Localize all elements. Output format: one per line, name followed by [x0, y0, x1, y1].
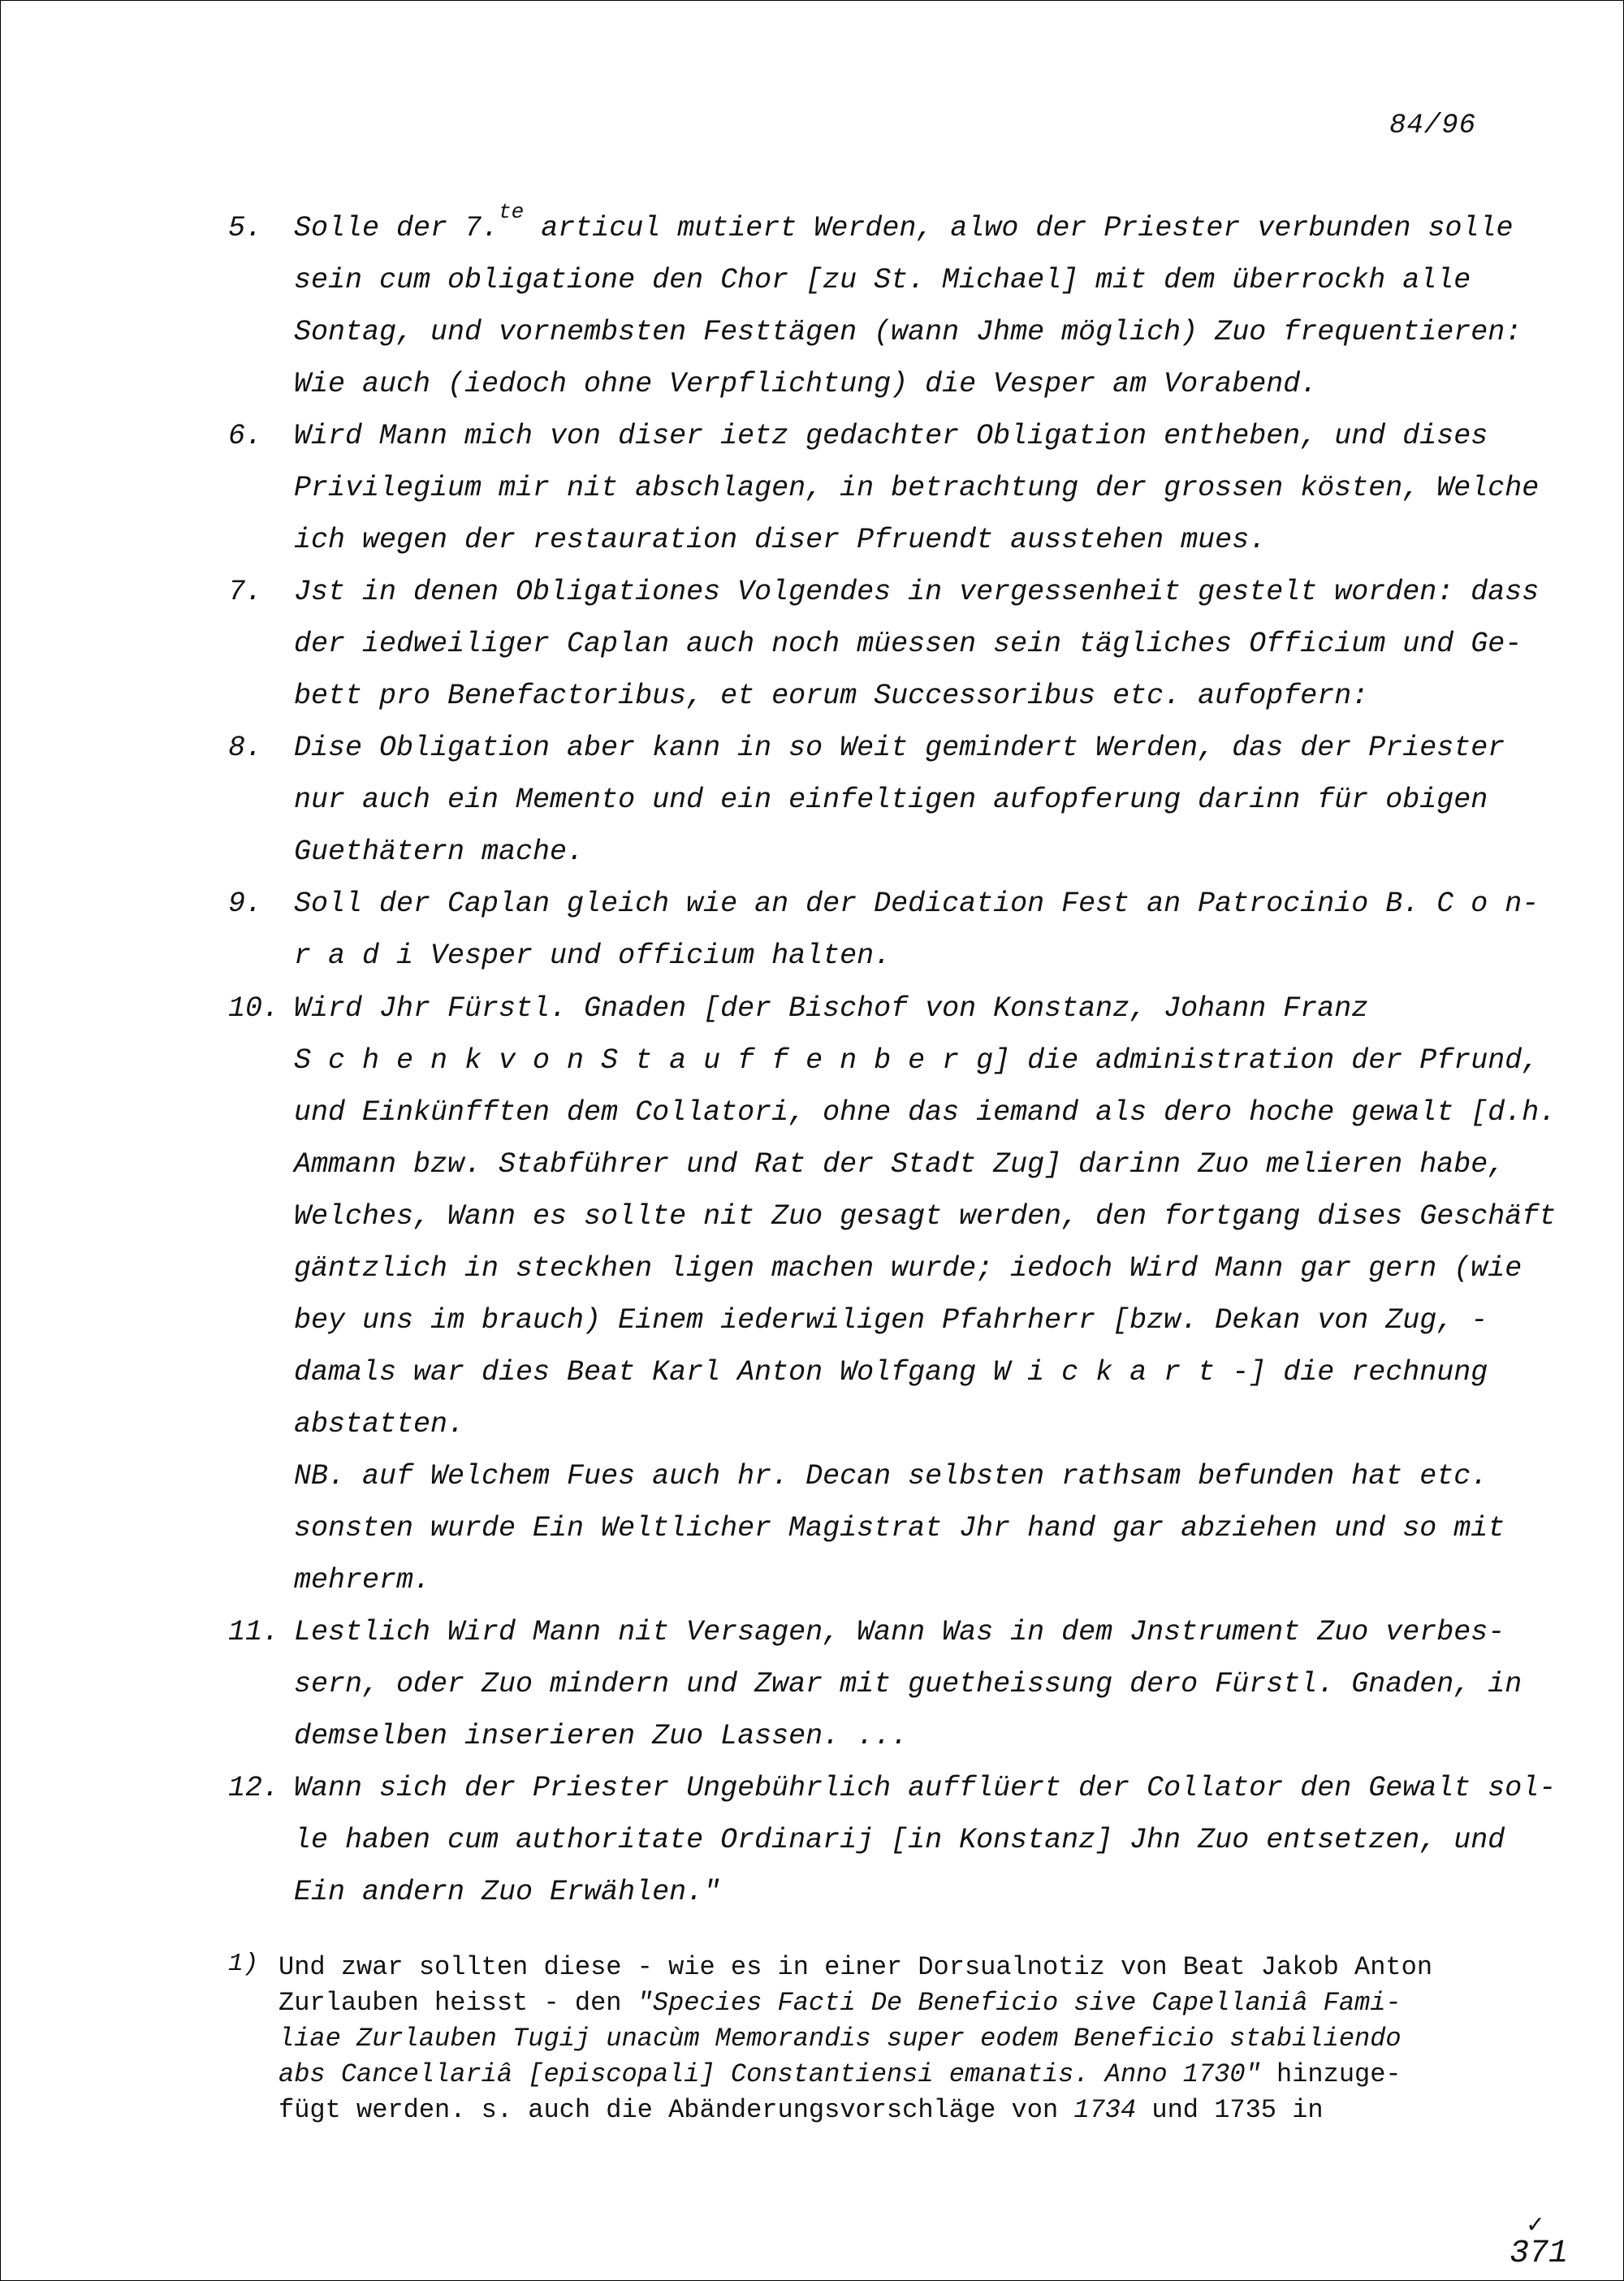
article-number: 5. — [228, 212, 263, 244]
text-line: Ein andern Zuo Erwählen." — [294, 1876, 721, 1908]
article-body — [294, 410, 1561, 566]
text-line: Solle der 7.$^{te}$ articul mutiert Werden, alwo der Priester verbunden solle — [294, 200, 1514, 244]
text-line: Ammann bzw. Stabführer und Rat der Stadt Zug] darinn Zuo melieren habe, — [294, 1148, 1505, 1181]
text-line: und Einkünfften dem Collatori, ohne das iemand als dero hoche gewalt [d.h. — [294, 1096, 1557, 1129]
text-line: nur auch ein Memento und ein einfeltigen aufopferung darinn für obigen — [294, 784, 1488, 816]
text-line: Wie auch (iedoch ohne Verpflichtung) die Vesper am Vorabend. — [294, 368, 1318, 400]
page-number: 84/96 — [1389, 110, 1477, 141]
text-line: Wird Mann mich von diser ietz gedachter Obligation entheben, und dises — [294, 420, 1488, 452]
text-line: abstatten. — [294, 1408, 465, 1441]
article-body — [294, 983, 1561, 1606]
text-line: Sontag, und vornembsten Festtägen (wann Jhme möglich) Zuo frequentieren: — [294, 316, 1522, 348]
text-line: Guethätern mache. — [294, 836, 585, 868]
article-body — [294, 202, 1561, 410]
handwritten-page-stamp: 371 — [1510, 2236, 1569, 2272]
article-body — [294, 566, 1561, 722]
text-line: der iedweiliger Caplan auch noch müessen sein tägliches Officium und Ge- — [294, 628, 1522, 660]
article-body — [294, 878, 1561, 982]
text-line: sonsten wurde Ein Weltlicher Magistrat Jhr hand gar abziehen und so mit — [294, 1512, 1505, 1544]
article-number: 11. — [228, 1616, 280, 1648]
text-line: demselben inserieren Zuo Lassen. ... — [294, 1720, 909, 1752]
text-line: Welches, Wann es sollte nit Zuo gesagt werden, den fortgang dises Geschäft — [294, 1200, 1557, 1233]
footnote-line: fügt werden. s. auch die Abänderungsvorschläge von 1734 und 1735 in — [279, 2095, 1324, 2125]
footnote-line: liae Zurlauben Tugij unacùm Memorandis super eodem Beneficio stabiliendo — [279, 2024, 1402, 2054]
text-line: Lestlich Wird Mann nit Versagen, Wann Was in dem Jnstrument Zuo verbes- — [294, 1616, 1505, 1648]
text-line: S c h e n k v o n S t a u f f e n b e r g] die administration der Pfrund, — [294, 1044, 1540, 1077]
text-line: Soll der Caplan gleich wie an der Dedication Fest an Patrocinio B. C o n- — [294, 888, 1540, 920]
text-line: mehrerm. — [294, 1564, 431, 1596]
footnote-text — [279, 1950, 1545, 2128]
text-line: Wird Jhr Fürstl. Gnaden [der Bischof von Konstanz, Johann Franz — [294, 992, 1369, 1025]
footnote-line: abs Cancellariâ [episcopali] Constantiensi emanatis. Anno 1730" hinzuge- — [279, 2059, 1402, 2089]
text-line: damals war dies Beat Karl Anton Wolfgang W i c k a r t -] die rechnung — [294, 1356, 1488, 1389]
article-number: 8. — [228, 732, 263, 764]
text-line: Privilegium mir nit abschlagen, in betrachtung der grossen kösten, Welche — [294, 472, 1540, 504]
text-line: bey uns im brauch) Einem iederwiligen Pfahrherr [bzw. Dekan von Zug, - — [294, 1304, 1488, 1337]
article-number: 6. — [228, 420, 263, 452]
article-number: 9. — [228, 888, 263, 920]
text-line: sern, oder Zuo mindern und Zwar mit guetheissung dero Fürstl. Gnaden, in — [294, 1668, 1522, 1700]
footnote-marker: 1) — [228, 1950, 259, 1978]
article-number: 12. — [228, 1772, 280, 1804]
text-line: bett pro Benefactoribus, et eorum Successoribus etc. aufopfern: — [294, 680, 1369, 712]
article-body — [294, 1762, 1561, 1918]
text-line: r a d i Vesper und officium halten. — [294, 940, 892, 972]
text-line: Dise Obligation aber kann in so Weit gemindert Werden, das der Priester — [294, 732, 1505, 764]
superscript: te — [499, 200, 525, 224]
text-line: gäntzlich in steckhen ligen machen wurde; iedoch Wird Mann gar gern (wie — [294, 1252, 1522, 1285]
text-line: sein cum obligatione den Chor [zu St. Michael] mit dem überrockh alle — [294, 264, 1471, 296]
text-line: ich wegen der restauration diser Pfruendt ausstehen mues. — [294, 524, 1267, 556]
article-body — [294, 1606, 1561, 1762]
footnote-line: Zurlauben heisst - den "Species Facti De Beneficio sive Capellaniâ Fami- — [279, 1988, 1402, 2018]
text-line: NB. auf Welchem Fues auch hr. Decan selbsten rathsam befunden hat etc. — [294, 1460, 1488, 1493]
text-line: Jst in denen Obligationes Volgendes in vergessenheit gestelt worden: dass — [294, 576, 1540, 608]
article-number: 10. — [228, 992, 280, 1025]
text-line: le haben cum authoritate Ordinarij [in Konstanz] Jhn Zuo entsetzen, und — [294, 1824, 1505, 1856]
article-number: 7. — [228, 576, 263, 608]
article-body — [294, 722, 1561, 878]
text-line: Wann sich der Priester Ungebührlich aufflüert der Collator den Gewalt sol- — [294, 1772, 1557, 1804]
footnote-line: Und zwar sollten diese - wie es in einer Dorsualnotiz von Beat Jakob Anton — [279, 1952, 1433, 1982]
checkmark-annotation: ✓ — [1527, 2210, 1544, 2240]
